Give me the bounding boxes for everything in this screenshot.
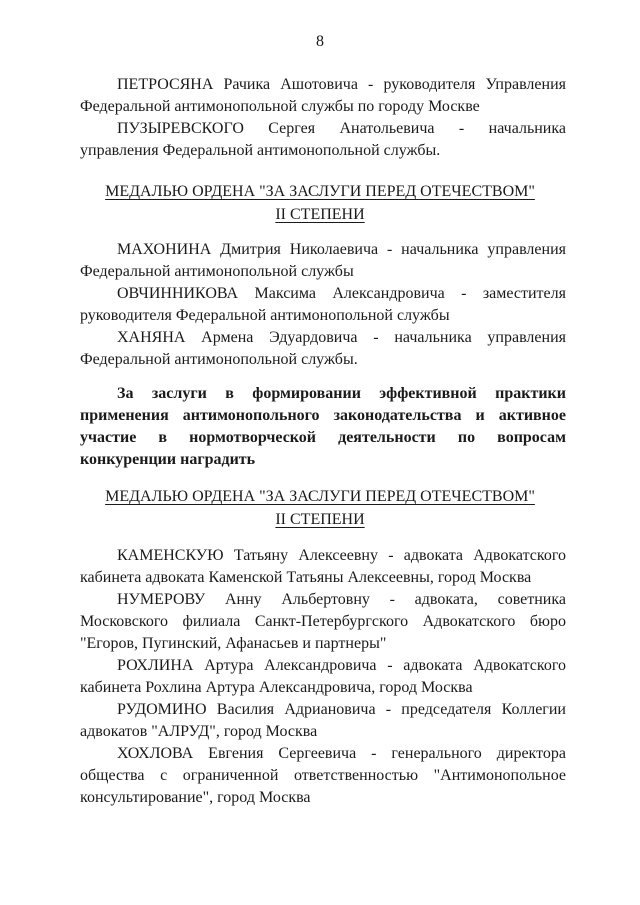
award-heading-1 bbox=[0, 180, 640, 226]
award-entry-kamenskaya: КАМЕНСКУЮ Татьяну Алексеевну - адвоката Адвокатского кабинета адвоката Каменской Татьяны Алексеевны, город Москва bbox=[80, 547, 566, 586]
award-heading-1-line-1: МЕДАЛЬЮ ОРДЕНА "ЗА ЗАСЛУГИ ПЕРЕД ОТЕЧЕСТВОМ" bbox=[105, 183, 535, 200]
award-heading-1-line-2: II СТЕПЕНИ bbox=[275, 206, 365, 223]
award-heading-2 bbox=[0, 485, 640, 531]
award-entry-puzyrevsky: ПУЗЫРЕВСКОГО Сергея Анатольевича - начальника управления Федеральной антимонопольной службы. bbox=[80, 120, 566, 159]
award-entry-ovchinnikov: ОВЧИННИКОВА Максима Александровича - заместителя руководителя Федеральной антимонопольной службы bbox=[80, 285, 566, 324]
award-entry-petrosyan: ПЕТРОСЯНА Рачика Ашотовича - руководителя Управления Федеральной антимонопольной службы по городу Москве bbox=[80, 76, 566, 115]
award-heading-2-line-2: II СТЕПЕНИ bbox=[275, 511, 365, 528]
award-entry-khokhlov: ХОХЛОВА Евгения Сергеевича - генерального директора общества с ограниченной ответственностью "Антимонопольное консультирование", город Москва bbox=[80, 745, 566, 806]
award-entry-khanyan: ХАНЯНА Армена Эдуардовича - начальника управления Федеральной антимонопольной службы. bbox=[80, 329, 566, 368]
award-entry-rokhlin: РОХЛИНА Артура Александровича - адвоката Адвокатского кабинета Рохлина Артура Александровича, город Москва bbox=[80, 657, 566, 696]
award-entry-makhonin: МАХОНИНА Дмитрия Николаевича - начальника управления Федеральной антимонопольной службы bbox=[80, 241, 566, 280]
award-entry-numerova: НУМЕРОВУ Анну Альбертовну - адвоката, советника Московского филиала Санкт-Петербургского Адвокатского бюро "Егоров, Пугинский, Афанасьев и партнеры" bbox=[80, 591, 566, 652]
award-intro-paragraph: За заслуги в формировании эффективной практики применения антимонопольного законодательства и активное участие в нормотворческой деятельности по вопросам конкуренции наградить bbox=[80, 385, 566, 468]
page-number: 8 bbox=[316, 33, 324, 50]
award-heading-2-line-1: МЕДАЛЬЮ ОРДЕНА "ЗА ЗАСЛУГИ ПЕРЕД ОТЕЧЕСТВОМ" bbox=[105, 488, 535, 505]
award-entry-rudomino: РУДОМИНО Василия Адриановича - председателя Коллегии адвокатов "АЛРУД", город Москва bbox=[80, 701, 566, 740]
